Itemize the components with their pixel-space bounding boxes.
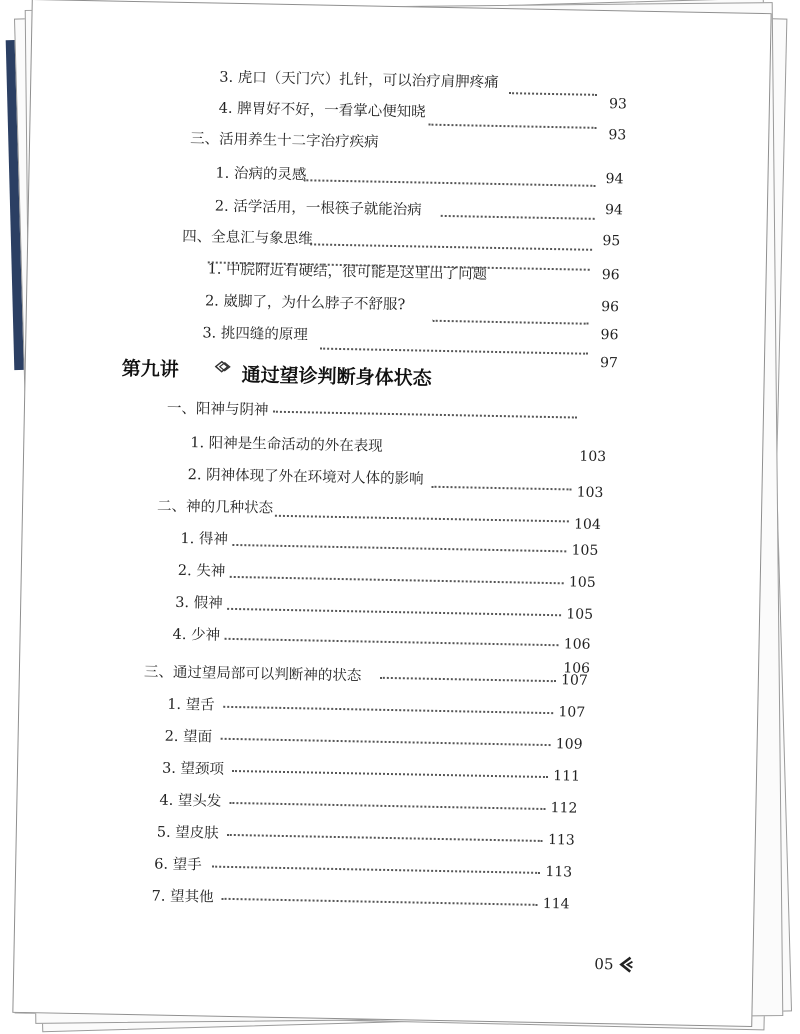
toc-entry-label: 1. 得神 (180, 530, 229, 548)
toc-entry (164, 725, 582, 761)
toc-entry (190, 127, 626, 163)
dot-leader (221, 738, 551, 746)
toc-entry-label: 4. 望头发 (159, 792, 222, 810)
toc-entry (219, 66, 627, 102)
toc-entry (157, 821, 575, 857)
toc-entry-label: 2. 失神 (177, 562, 226, 580)
dot-leader (275, 515, 569, 523)
toc-entry (175, 591, 593, 627)
dot-leader (232, 770, 548, 778)
toc-entry-label: 3. 虎口（天门穴）扎针，可以治疗肩胛疼痛 (219, 69, 499, 91)
toc-entry-label: 2. 阴神体现了外在环境对人体的影响 (187, 467, 424, 488)
toc-entry (180, 527, 598, 563)
toc-entry-page: 107 (560, 672, 588, 689)
toc-entry-label: 1. 治病的灵感 (215, 165, 307, 184)
dot-leader (441, 215, 595, 220)
toc-entry-label: 6. 望手 (154, 856, 202, 874)
toc-entry-label: 二、神的几种状态 (156, 498, 274, 517)
toc-entry (207, 257, 619, 293)
toc-entry-page: 106 (563, 660, 591, 677)
page-marker-icon (618, 955, 634, 973)
dot-leader (229, 802, 545, 810)
dot-leader (380, 677, 556, 682)
toc-entry-page: 105 (566, 606, 594, 623)
toc-entry-page: 107 (558, 704, 586, 721)
toc-entry (159, 789, 577, 825)
toc-page (12, 0, 771, 1027)
toc-entry-label: 2. 望面 (164, 728, 213, 746)
dot-leader (431, 486, 571, 491)
toc-entry-page: 106 (563, 636, 591, 653)
toc-entry-page: 95 (602, 232, 621, 250)
toc-entry-page: 96 (600, 326, 619, 344)
toc-entry-page: 114 (542, 895, 570, 913)
toc-entry (162, 757, 580, 793)
toc-entry-label: 三、活用养生十二字治疗疾病 (189, 131, 379, 151)
toc-entry-page: 96 (601, 266, 620, 284)
toc-entry-label: 一、阳神与阴神 (166, 400, 269, 419)
toc-entry-label: 5. 望皮肤 (156, 824, 219, 842)
toc-entry-page: 93 (608, 96, 628, 113)
toc-entry-page: 103 (579, 448, 607, 466)
toc-entry-page: 111 (553, 768, 581, 785)
dot-leader (225, 638, 559, 646)
toc-entry (154, 853, 572, 889)
toc-entry-label: 1. 望舌 (167, 696, 215, 714)
dot-leader (227, 834, 543, 842)
dot-leader (310, 243, 592, 250)
toc-entry-page: 109 (555, 736, 583, 753)
toc-entry-page: 105 (568, 574, 596, 591)
toc-entry-label: 三、通过望局部可以判断神的状态 (143, 664, 362, 685)
toc-entry (215, 195, 623, 231)
toc-entry (167, 693, 585, 729)
page-number: 05 (594, 954, 614, 974)
toc-entry (187, 463, 604, 502)
toc-entry-label: 3. 挑四缝的原理 (202, 325, 309, 344)
toc-entry (178, 559, 596, 595)
toc-entry-page: 112 (550, 800, 578, 817)
toc-entry-page: 104 (573, 516, 601, 534)
toc-entry (215, 162, 623, 198)
dot-leader (227, 608, 561, 616)
chapter-number: 第九讲 (121, 357, 179, 381)
dot-leader (273, 411, 577, 419)
toc-entry-page: 93 (608, 127, 627, 144)
chapter-title: 通过望诊判断身体状态 (241, 364, 432, 390)
toc-entry (156, 494, 601, 534)
toc-entry-page: 97 (599, 354, 619, 372)
toc-entry-label: 3. 望颈项 (161, 760, 225, 778)
toc-entry-label: 2. 崴脚了，为什么脖子不舒服? (204, 293, 406, 314)
toc-entry (190, 431, 606, 467)
toc-entry (182, 225, 620, 261)
dot-leader (232, 544, 566, 552)
toc-entry-page: 96 (601, 298, 620, 316)
dot-leader (212, 866, 540, 874)
dot-leader (433, 320, 589, 325)
chapter-heading (121, 354, 432, 390)
toc-entry-label: 1. 中脘附近有硬结，很可能是这里出了问题 (207, 261, 488, 283)
toc-entry (167, 397, 607, 433)
toc-entry-page: 113 (547, 832, 575, 849)
toc-entry-page: 94 (604, 202, 624, 219)
dot-leader (303, 179, 595, 187)
toc-entry (151, 884, 569, 920)
ornament-icon (214, 360, 232, 374)
dot-leader (222, 898, 538, 906)
toc-entry-label: 1. 阳神是生命活动的外在表现 (190, 435, 383, 455)
dot-leader (223, 706, 553, 714)
toc-entry-page: 113 (545, 864, 573, 881)
toc-entry-page: 105 (571, 542, 599, 559)
toc-entry-label: 7. 望其他 (151, 888, 214, 906)
toc-entry-page: 94 (605, 171, 624, 188)
toc-entry-page: 103 (576, 484, 604, 502)
toc-entry (205, 289, 619, 325)
dot-leader (230, 576, 564, 584)
toc-entry-label: 4. 脾胃好不好，一看掌心便知晓 (218, 100, 426, 121)
toc-entry-label: 4. 少神 (172, 626, 221, 644)
toc-entry-label: 四、全息汇与象思维 (182, 228, 313, 248)
toc-entry-label: 2. 活学活用，一根筷子就能治病 (214, 198, 422, 219)
toc-entry-label: 3. 假神 (175, 594, 223, 612)
